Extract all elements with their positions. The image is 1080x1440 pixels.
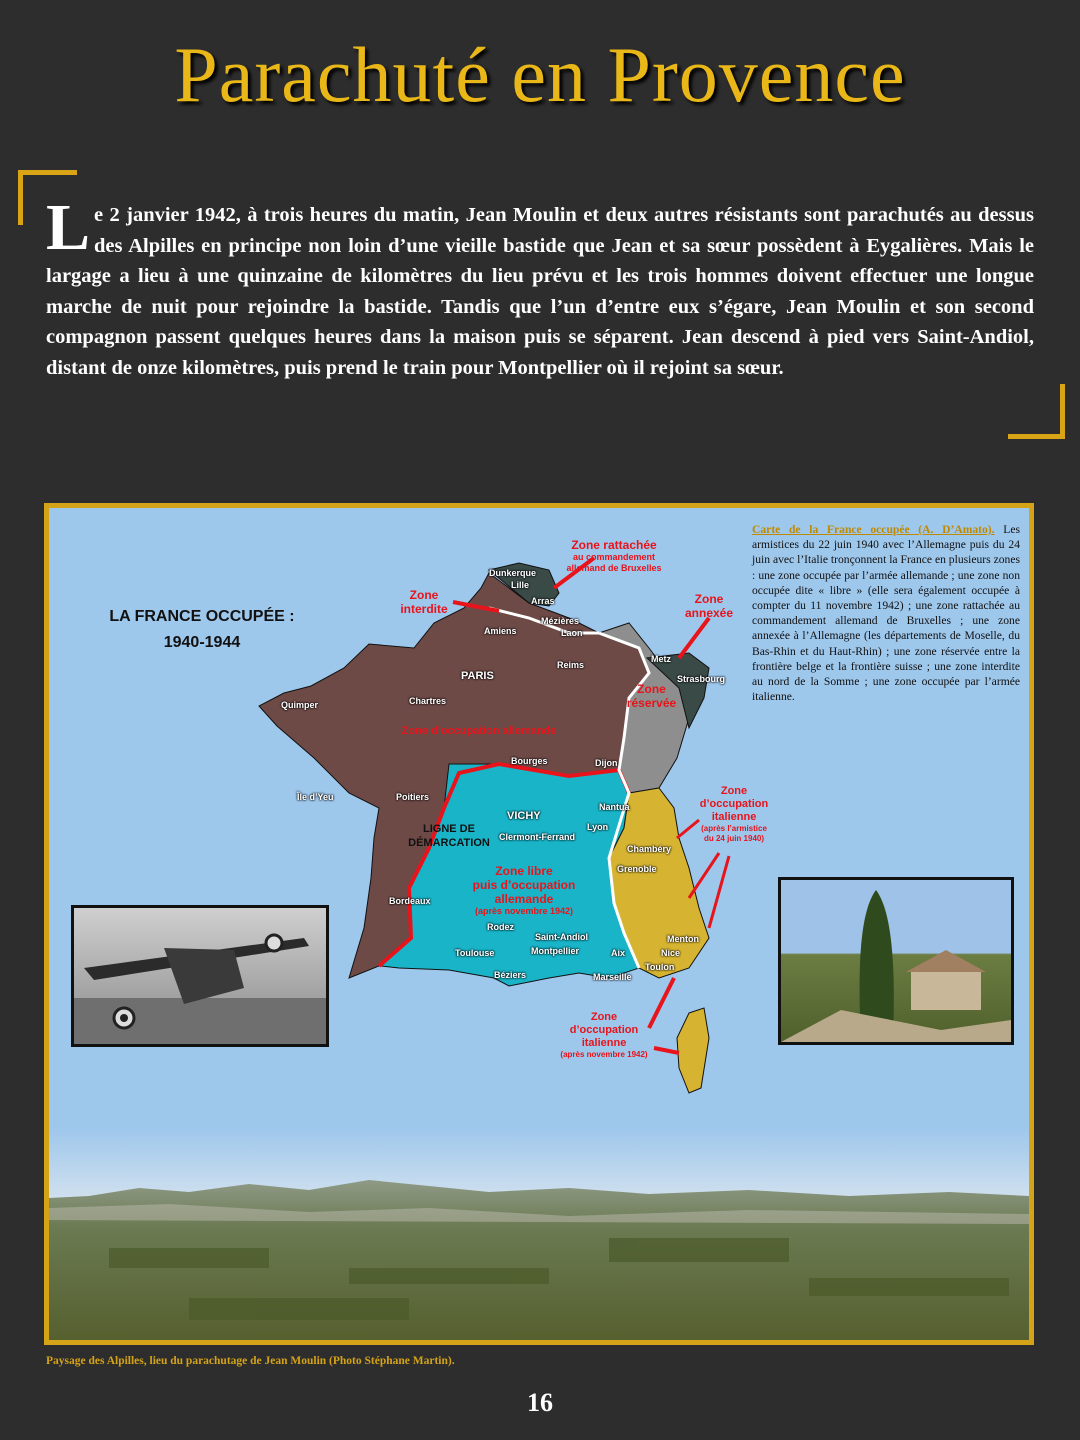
bastide-photo xyxy=(778,877,1014,1045)
label-zone-annexee xyxy=(669,592,749,620)
city-strasbourg: Strasbourg xyxy=(677,674,726,684)
drop-cap: L xyxy=(46,191,91,264)
corsica xyxy=(677,1008,709,1093)
city-vichy: VICHY xyxy=(507,810,541,822)
label-zone-italienne-2-a: Zone xyxy=(590,1011,618,1023)
label-zone-italienne-1-e: du 24 juin 1940) xyxy=(703,834,765,843)
label-zone-italienne-2 xyxy=(539,1011,669,1060)
city-dijon: Dijon xyxy=(595,758,618,768)
label-zone-rattachee-2: au commandement xyxy=(572,552,656,562)
label-demarcation-2: DÉMARCATION xyxy=(408,837,490,849)
label-zone-italienne-2-b: d’occupation xyxy=(569,1024,639,1036)
map-title-line2: 1940-1944 xyxy=(163,634,241,651)
arrow-italian-2 xyxy=(689,853,719,898)
label-zone-annexee-2: annexée xyxy=(684,606,734,620)
city-poitiers: Poitiers xyxy=(396,792,430,802)
city-marseille: Marseille xyxy=(593,972,632,982)
label-zone-rattachee-3: allemand de Bruxelles xyxy=(566,563,662,573)
arrow-italian-3 xyxy=(709,856,729,928)
city-rodez: Rodez xyxy=(487,922,514,932)
label-zone-libre-2: puis d’occupation xyxy=(472,878,576,892)
label-zone-libre xyxy=(449,864,599,917)
label-demarcation xyxy=(389,822,509,850)
bomber-illustration xyxy=(74,908,326,1044)
bastide-illustration xyxy=(781,880,1011,1042)
city-laon: Laon xyxy=(561,628,583,638)
city-toulouse: Toulouse xyxy=(455,948,495,958)
city-chambery: Chambéry xyxy=(627,844,672,854)
label-zone-italienne-1 xyxy=(679,785,789,844)
label-zone-rattachee-1: Zone rattachée xyxy=(571,538,657,552)
page-number: 16 xyxy=(527,1388,553,1417)
label-zone-libre-1: Zone libre xyxy=(495,864,553,878)
city-dunkerque: Dunkerque xyxy=(489,568,537,578)
label-zone-annexee-1: Zone xyxy=(694,592,724,606)
city-menton: Menton xyxy=(667,934,699,944)
label-zone-reservee xyxy=(614,682,689,710)
map-panel xyxy=(44,503,1034,1345)
map-caption-credit: Carte de la France occupée (A. D’Amato). xyxy=(752,523,995,536)
city-mezieres: Mézières xyxy=(541,616,580,626)
map-caption-text: Les armistices du 22 juin 1940 avec l’Allemagne puis du 24 juin avec l’Italie tronçonnent la France en plusieurs zones : une zone occupée par l’armée allemande ; une zone non occupée dite « libre » (elle sera également occupée à compter du 11 novembre 1942) ; une zone rattachée au commandement allemand de Bruxelles ; une zone annexée à l’Allemagne (les départements de Moselle, du Bas-Rhin et du Haut-Rhin) ; une zone réservée entre la frontière belge et la frontière suisse ; une zone interdite au nord de la Somme ; une zone occupée par l’armée italienne. xyxy=(752,523,1020,704)
landscape-sky xyxy=(49,1128,1029,1198)
city-beziers: Béziers xyxy=(494,970,527,980)
label-zone-italienne-1-c: italienne xyxy=(711,811,757,823)
city-bordeaux: Bordeaux xyxy=(389,896,431,906)
label-zone-italienne-1-d: (après l’armistice xyxy=(701,824,767,833)
label-zone-interdite xyxy=(384,588,464,616)
label-zone-reservee-1: Zone xyxy=(637,682,666,696)
label-zone-interdite-1: Zone xyxy=(409,588,439,602)
city-aix: Aix xyxy=(611,948,626,958)
label-zone-italienne-2-c: italienne xyxy=(581,1037,627,1049)
city-montpellier: Montpellier xyxy=(531,946,580,956)
map-caption xyxy=(752,522,1020,704)
label-demarcation-1: LIGNE DE xyxy=(423,823,475,835)
label-zone-libre-4: (après novembre 1942) xyxy=(474,906,574,916)
label-zone-italienne-1-a: Zone xyxy=(720,785,748,797)
city-clermont: Clermont-Ferrand xyxy=(499,832,576,842)
city-quimper: Quimper xyxy=(281,700,319,710)
city-saint-andiol: Saint-Andiol xyxy=(535,932,588,942)
city-lille: Lille xyxy=(511,580,530,590)
city-ile-yeu: Île d’Yeu xyxy=(297,792,334,802)
label-zone-italienne-1-b: d’occupation xyxy=(699,798,769,810)
intro-text: e 2 janvier 1942, à trois heures du matin, Jean Moulin et deux autres résistants sont parachutés au dessus des Alpilles en principe non loin d’une vieille bastide que Jean et sa sœur possèdent à Eygalières. Mais le largage a lieu à une quinzaine de kilomètres du lieu prévu et les trois hommes doivent effectuer une longue marche de nuit pour rejoindre la bastide. Tandis que l’un d’entre eux s’égare, Jean Moulin et son second compagnon passent quelques heures dans la maison puis se séparent. Jean descend à pied vers Saint-Andiol, distant de onze kilomètres, puis prend le train pour Montpellier où il rejoint sa sœur. xyxy=(46,204,1034,379)
map-title xyxy=(87,604,317,656)
city-bourges: Bourges xyxy=(511,756,548,766)
city-grenoble: Grenoble xyxy=(617,864,657,874)
label-zone-italienne-2-d: (après novembre 1942) xyxy=(560,1050,648,1059)
city-arras: Arras xyxy=(531,596,555,606)
bomber-photo xyxy=(71,905,329,1047)
city-chartres: Chartres xyxy=(409,696,447,706)
label-zone-reservee-2: réservée xyxy=(626,696,677,710)
label-zone-rattachee xyxy=(539,538,689,574)
label-zone-allemande: Zone d’occupation allemande xyxy=(401,725,557,737)
city-reims: Reims xyxy=(557,660,585,670)
city-paris: PARIS xyxy=(461,670,494,682)
city-nice: Nice xyxy=(661,948,681,958)
city-toulon: Toulon xyxy=(645,962,675,972)
intro-paragraph xyxy=(46,191,1034,383)
arrow-annexee xyxy=(679,618,709,658)
label-zone-interdite-2: interdite xyxy=(400,602,448,616)
map-title-line1: LA FRANCE OCCUPÉE : xyxy=(109,608,295,625)
city-lyon: Lyon xyxy=(587,822,609,832)
page-title: Parachuté en Provence xyxy=(174,31,906,118)
city-nantua: Nantua xyxy=(599,802,630,812)
label-zone-libre-3: allemande xyxy=(494,892,554,906)
city-amiens: Amiens xyxy=(484,626,517,636)
city-metz: Metz xyxy=(651,654,671,664)
scale-bar xyxy=(417,1341,473,1345)
landscape-caption: Paysage des Alpilles, lieu du parachutage de Jean Moulin (Photo Stéphane Martin). xyxy=(46,1355,455,1367)
corner-bracket-bottom-right xyxy=(1008,384,1065,439)
